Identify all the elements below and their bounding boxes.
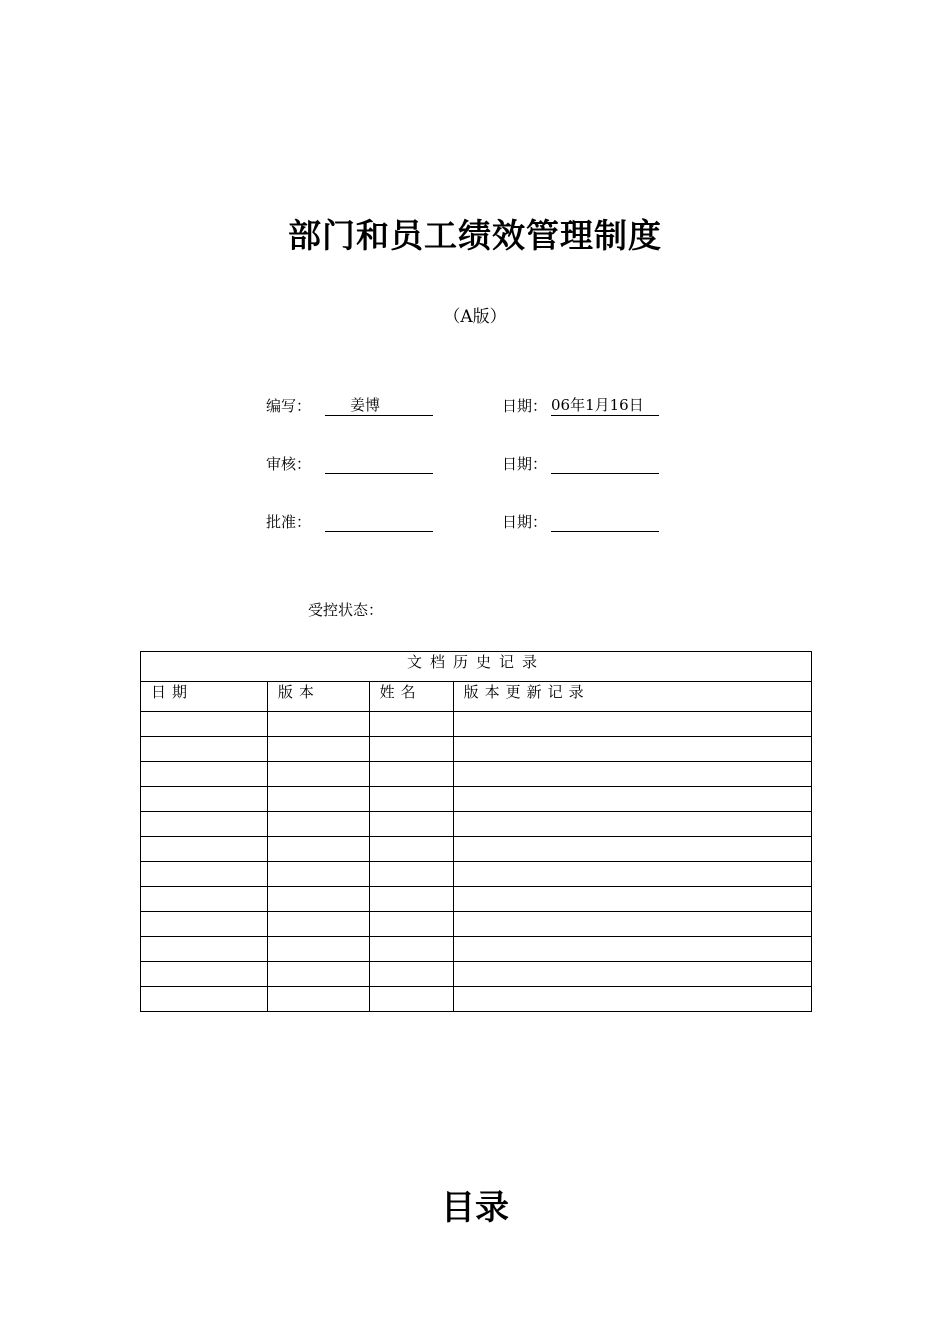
table-cell	[453, 987, 811, 1012]
table-cell	[267, 962, 369, 987]
table-cell	[369, 987, 453, 1012]
table-cell	[369, 737, 453, 762]
table-cell	[267, 987, 369, 1012]
reviewer-value	[325, 453, 433, 474]
table-row	[141, 962, 812, 987]
table-cell	[141, 762, 268, 787]
approver-field	[266, 511, 433, 533]
table-row	[141, 712, 812, 737]
table-cell	[141, 912, 268, 937]
table-cell	[369, 787, 453, 812]
table-row	[141, 762, 812, 787]
header-date: 日期	[141, 682, 268, 712]
document-history-table	[140, 651, 812, 1012]
controlled-status-label: 受控状态：	[308, 601, 384, 619]
table-cell	[369, 887, 453, 912]
table-cell	[141, 787, 268, 812]
history-caption: 文档历史记录	[141, 652, 812, 682]
table-row	[141, 862, 812, 887]
table-row	[141, 987, 812, 1012]
table-cell	[267, 787, 369, 812]
table-row	[141, 887, 812, 912]
table-cell	[267, 862, 369, 887]
table-cell	[369, 862, 453, 887]
approver-label: 批准：	[266, 513, 312, 531]
table-cell	[453, 962, 811, 987]
table-cell	[141, 712, 268, 737]
table-cell	[267, 737, 369, 762]
table-cell	[453, 762, 811, 787]
table-cell	[267, 912, 369, 937]
reviewer-date-field	[502, 453, 659, 475]
document-title: 部门和员工绩效管理制度	[288, 216, 662, 255]
table-cell	[267, 762, 369, 787]
table-row	[141, 937, 812, 962]
author-date-field	[502, 395, 659, 417]
table-cell	[369, 762, 453, 787]
table-cell	[141, 962, 268, 987]
author-date-value: 06年1月16日	[551, 395, 659, 416]
header-update-record: 版本更新记录	[453, 682, 811, 712]
author-field	[266, 395, 433, 417]
table-cell	[369, 812, 453, 837]
table-row	[141, 912, 812, 937]
table-cell	[453, 787, 811, 812]
author-label: 编写：	[266, 397, 312, 415]
table-cell	[369, 912, 453, 937]
reviewer-label: 审核：	[266, 455, 312, 473]
approver-value	[325, 511, 433, 532]
history-body	[141, 712, 812, 1012]
table-cell	[453, 887, 811, 912]
header-name: 姓名	[369, 682, 453, 712]
history-caption-row	[141, 652, 812, 682]
table-cell	[369, 837, 453, 862]
table-row	[141, 737, 812, 762]
table-cell	[267, 812, 369, 837]
reviewer-date-label: 日期：	[502, 455, 548, 473]
table-cell	[453, 812, 811, 837]
table-cell	[141, 937, 268, 962]
table-cell	[453, 737, 811, 762]
table-cell	[267, 837, 369, 862]
table-cell	[141, 887, 268, 912]
table-cell	[267, 937, 369, 962]
table-cell	[369, 962, 453, 987]
table-cell	[453, 862, 811, 887]
reviewer-date-value	[551, 453, 659, 474]
table-row	[141, 837, 812, 862]
table-cell	[369, 712, 453, 737]
document-version: （A版）	[443, 307, 507, 327]
reviewer-field	[266, 453, 433, 475]
approver-date-label: 日期：	[502, 513, 548, 531]
approver-date-field	[502, 511, 659, 533]
table-cell	[453, 937, 811, 962]
toc-title: 目录	[441, 1188, 509, 1228]
table-cell	[369, 937, 453, 962]
author-value: 姜博	[325, 395, 433, 416]
table-row	[141, 787, 812, 812]
table-cell	[141, 837, 268, 862]
table-cell	[453, 837, 811, 862]
table-cell	[141, 987, 268, 1012]
history-header-row	[141, 682, 812, 712]
approver-date-value	[551, 511, 659, 532]
header-version: 版本	[267, 682, 369, 712]
table-cell	[453, 912, 811, 937]
table-row	[141, 812, 812, 837]
table-cell	[267, 712, 369, 737]
table-cell	[267, 887, 369, 912]
table-cell	[141, 737, 268, 762]
author-date-label: 日期：	[502, 397, 548, 415]
table-cell	[141, 812, 268, 837]
table-cell	[141, 862, 268, 887]
table-cell	[453, 712, 811, 737]
